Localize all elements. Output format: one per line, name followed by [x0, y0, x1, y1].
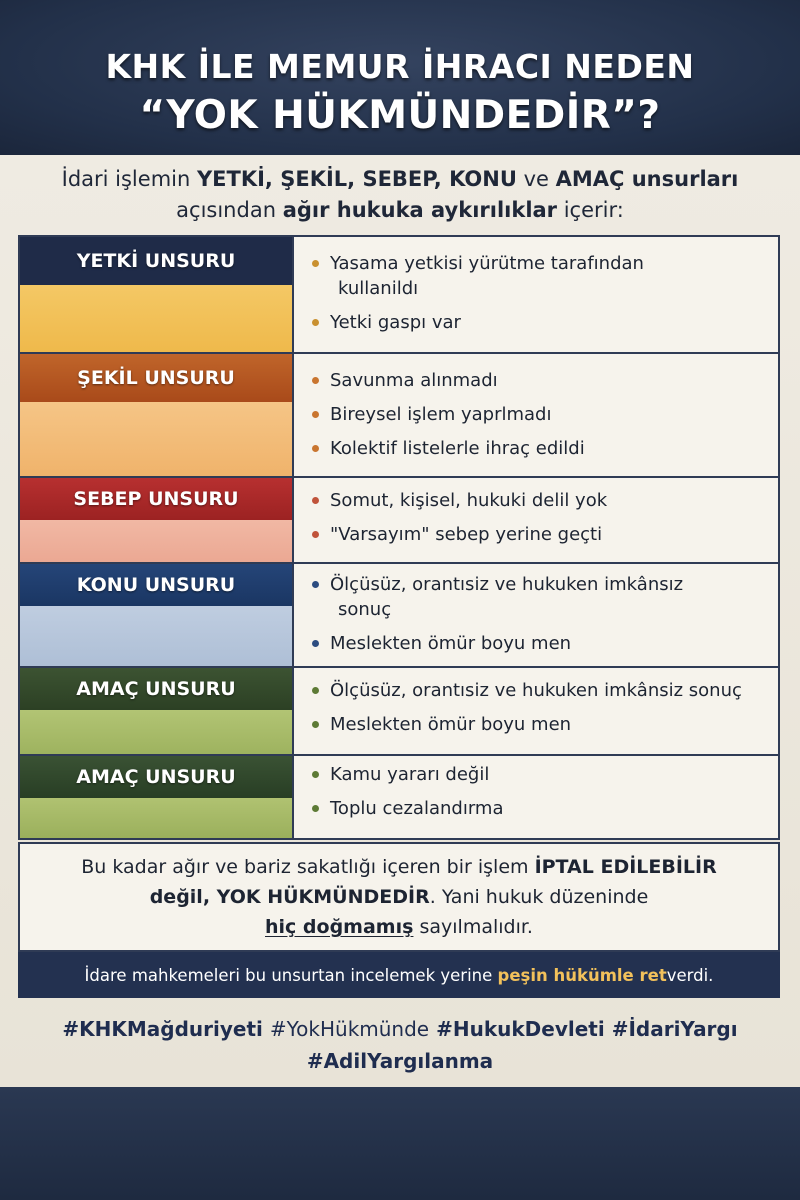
row-label-cell: [20, 478, 294, 562]
color-swatch: [20, 798, 292, 838]
hashtag: #KHKMağduriyeti: [62, 1017, 263, 1041]
verdict-text: İdare mahkemeleri bu unsurtan incelemek yerine: [84, 965, 493, 985]
header-banner: [0, 0, 800, 155]
hashtag: #AdilYargılanma: [306, 1049, 494, 1073]
table-row-sekil: [20, 354, 778, 478]
item-text: Yasama yetkisi yürütme tarafından: [330, 253, 644, 274]
row-label-cell: [20, 756, 294, 838]
intro-text: açısından: [176, 198, 283, 222]
intro-text: ve: [516, 167, 556, 191]
list-item: [310, 310, 770, 335]
item-text: Kolektif listelerle ihraç edildi: [330, 438, 585, 459]
color-swatch: [20, 520, 292, 562]
bullet-icon: [312, 640, 319, 647]
table-row-sebep: [20, 478, 778, 564]
bullet-icon: [312, 687, 319, 694]
verdict-bar: [18, 952, 780, 998]
title-line-1: KHK İLE MEMUR İHRACI NEDEN: [105, 47, 695, 86]
row-items: [310, 368, 770, 470]
list-item: [310, 572, 770, 622]
bullet-icon: [312, 805, 319, 812]
row-items: [310, 251, 770, 344]
color-swatch: [20, 402, 292, 476]
conclusion-text: Bu kadar ağır ve bariz sakatlığı içeren bir işlem: [81, 856, 535, 878]
hashtag-line-1: [0, 1017, 800, 1041]
bullet-icon: [312, 260, 319, 267]
list-item: [310, 762, 770, 787]
row-label: ŞEKİL UNSURU: [20, 354, 292, 402]
row-label: YETKİ UNSURU: [20, 237, 292, 285]
list-item: [310, 251, 770, 301]
item-text-continued: sonuç: [338, 599, 392, 620]
item-text: Somut, kişisel, hukuki delil yok: [330, 490, 608, 511]
bullet-icon: [312, 581, 319, 588]
verdict-text: verdi.: [666, 965, 714, 985]
hashtag: #İdariYargı: [611, 1017, 738, 1041]
row-label-cell: [20, 354, 294, 476]
row-label: KONU UNSURU: [20, 564, 292, 606]
row-label-cell: [20, 237, 294, 352]
hashtag: #HukukDevleti: [436, 1017, 605, 1041]
verdict-highlight: peşin hükümle ret: [497, 965, 667, 985]
bullet-icon: [312, 497, 319, 504]
hashtag-line-2: [0, 1049, 800, 1073]
table-row-amac: [20, 668, 778, 756]
elements-table: [18, 235, 780, 840]
color-swatch: [20, 710, 292, 754]
list-item: [310, 368, 770, 393]
conclusion-line-1: [20, 856, 778, 878]
list-item: [310, 796, 770, 821]
bullet-icon: [312, 721, 319, 728]
intro-text: İdari işlemin: [61, 167, 197, 191]
item-text-continued: kullanildı: [338, 278, 419, 299]
list-item: [310, 402, 770, 427]
item-text: Savunma alınmadı: [330, 370, 498, 391]
color-swatch: [20, 606, 292, 666]
bullet-icon: [312, 319, 319, 326]
intro-emphasis: YETKİ, ŞEKİL, SEBEP, KONU: [196, 167, 517, 191]
item-text: "Varsayım" sebep yerine geçti: [330, 524, 603, 545]
title-line-2: “YOK HÜKMÜNDEDİR”?: [139, 93, 661, 138]
list-item: [310, 522, 770, 547]
item-text: Meslekten ömür boyu men: [330, 633, 572, 654]
row-items: [310, 678, 770, 746]
row-label-cell: [20, 668, 294, 754]
item-text: Ölçüsüz, orantısiz ve hukuken imkânsiz sonuç: [330, 680, 742, 701]
intro-line-2: [0, 198, 800, 222]
row-items: [310, 572, 770, 665]
item-text: Toplu cezalandırma: [330, 798, 504, 819]
table-row-konu: [20, 564, 778, 668]
list-item: [310, 712, 770, 737]
bullet-icon: [312, 445, 319, 452]
conclusion-emphasis: değil, YOK HÜKMÜNDEDİR: [149, 886, 430, 908]
intro-emphasis: ağır hukuka aykırılıklar: [282, 198, 558, 222]
row-label: AMAÇ UNSURU: [20, 756, 292, 798]
conclusion-line-3: [20, 916, 778, 938]
table-row-yetki: [20, 237, 778, 354]
list-item: [310, 436, 770, 461]
row-items: [310, 762, 770, 830]
hashtag: #YokHükmünde: [269, 1017, 430, 1041]
bullet-icon: [312, 531, 319, 538]
intro-text: içerir:: [557, 198, 624, 222]
list-item: [310, 631, 770, 656]
conclusion-emphasis: İPTAL EDİLEBİLİR: [534, 856, 717, 878]
bullet-icon: [312, 377, 319, 384]
bullet-icon: [312, 771, 319, 778]
item-text: Yetki gaspı var: [330, 312, 461, 333]
footer-band: [0, 1087, 800, 1200]
row-items: [310, 488, 770, 556]
row-label: SEBEP UNSURU: [20, 478, 292, 520]
intro-line-1: [0, 167, 800, 191]
item-text: Kamu yararı değil: [330, 764, 490, 785]
bullet-icon: [312, 411, 319, 418]
row-label-cell: [20, 564, 294, 666]
item-text: Bireysel işlem yaprlmadı: [330, 404, 552, 425]
conclusion-text: sayılmalıdır.: [413, 916, 533, 938]
item-text: Ölçüsüz, orantısiz ve hukuken imkânsız: [330, 574, 684, 595]
intro-emphasis: AMAÇ unsurları: [555, 167, 739, 191]
list-item: [310, 678, 770, 703]
conclusion-text: . Yani hukuk düzeninde: [429, 886, 649, 908]
row-label: AMAÇ UNSURU: [20, 668, 292, 710]
conclusion-box: [18, 842, 780, 952]
conclusion-line-2: [20, 886, 778, 908]
conclusion-underlined: hiç doğmamış: [265, 916, 414, 938]
table-row-amac-2: [20, 756, 778, 838]
item-text: Meslekten ömür boyu men: [330, 714, 572, 735]
color-swatch: [20, 285, 292, 352]
list-item: [310, 488, 770, 513]
